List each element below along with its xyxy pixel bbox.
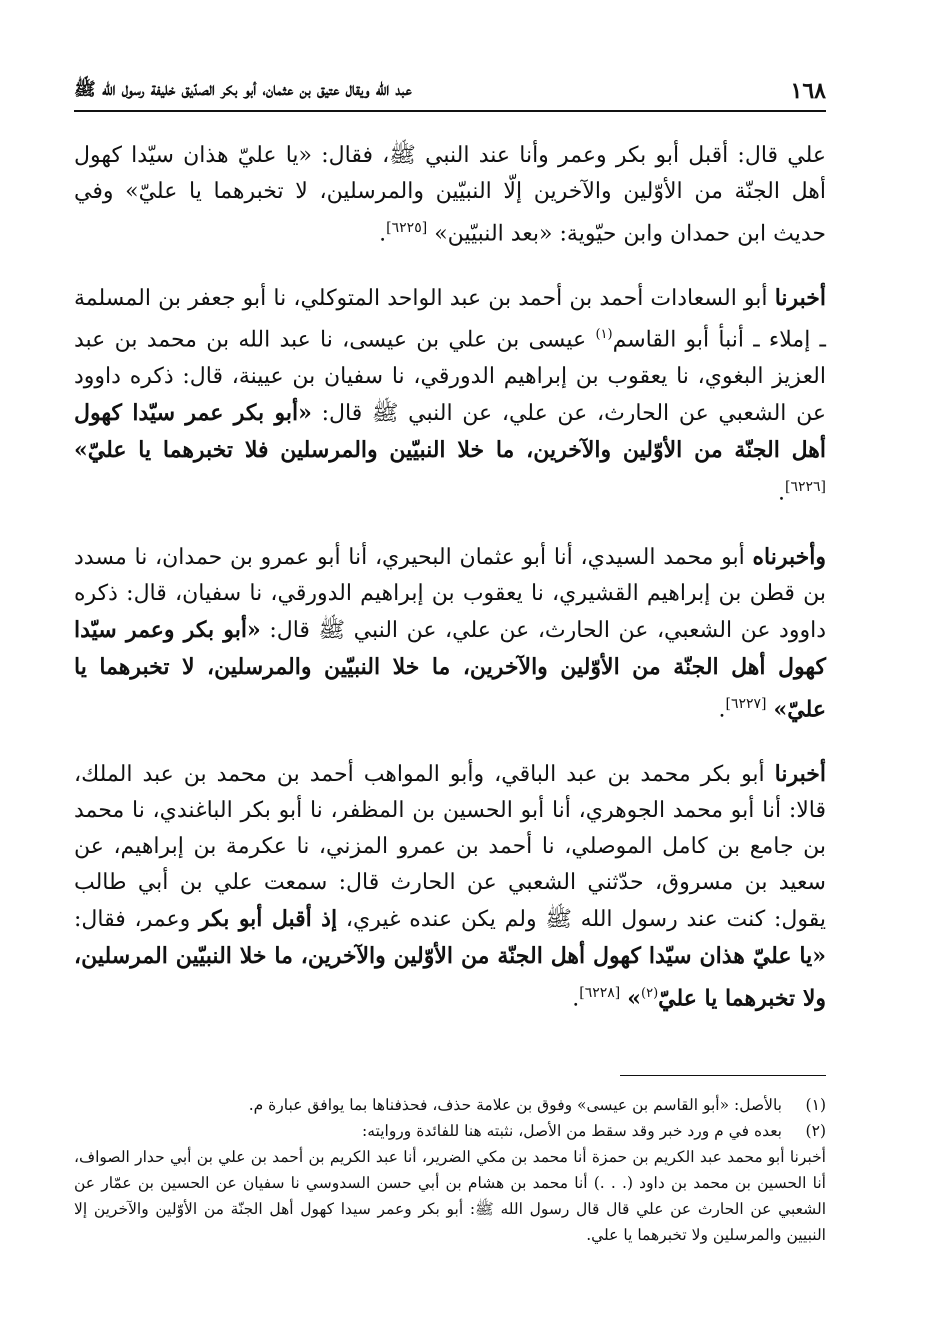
running-title: عبد الله ويقال عتيق بن عثمان، أبو بكر الصدّيق خليفة رسول الله ﷺ	[74, 79, 412, 100]
footnote-rule	[620, 1075, 826, 1076]
page-number: ١٦٨	[790, 78, 826, 104]
hadith-text: «أبو بكر وعمر سيّدا كهول أهل الجنّة من الأوّلين والآخرين، ما خلا النبيّين والمرسلين، لا تخبرهما يا عليّ»	[74, 616, 826, 723]
lead-word: أخبرنا	[774, 285, 827, 312]
paragraph-text: علي قال: أقبل أبو بكر وعمر وأنا عند النبي ﷺ، فقال: «يا عليّ هذان سيّدا كهول أهل الجنّة من الأوّلين والآخرين إلّا النبيّين والمرسلين، لا تخبرهما يا عليّ» وفي حديث ابن حمدان وابن حيّوية: «بعد النبيّين»	[74, 143, 826, 247]
footnote-marker: (٢)	[641, 986, 659, 1002]
bold-phrase: إذ أقبل أبو بكر	[198, 906, 338, 933]
hadith-number: [٦٢٢٥]	[386, 220, 428, 236]
footnote-2-continuation: أخبرنا أبو محمد عبد الكريم بن حمزة أنا محمد بن مكي الضرير، أنا عبد الكريم بن أحمد بن علي بن أبي حدار الصواف، أنا الحسين بن محمد بن داود (. . .) أنا محمد بن هشام بن أبي حسن السدوسي نا سفيان عن الحسين بن عمّار عن الشعبي عن الحارث عن علي قال قال رسول الله ﷺ: أبو بكر وعمر سيدا كهول أهل الجنّة من الأوّلين والآخرين إلا النبيين والمرسلين ولا تخبرهما يا علي.	[74, 1148, 826, 1244]
lead-word: وأخبرناه	[752, 543, 826, 570]
body-text	[74, 138, 826, 1046]
hadith-text: «يا عليّ هذان سيّدا كهول أهل الجنّة من الأوّلين والآخرين، ما خلا النبيّين المرسلين، ولا تخبرهما يا عليّ	[74, 943, 826, 1012]
hadith-close-quote: »	[627, 985, 641, 1012]
footnotes	[74, 1092, 826, 1248]
footnote-number: (١)	[805, 1096, 826, 1114]
isnad-text-continued: وعمر، فقال:	[74, 907, 191, 933]
footnote-text: بالأصل: «أبو القاسم بن عيسى» وفوق بن علامة حذف، فحذفناها بما يوافق عبارة م.	[248, 1096, 782, 1114]
isnad-text-continued: عيسى بن علي بن عيسى، نا عبد الله بن محمد بن عبد العزيز البغوي، نا يعقوب بن إبراهيم الدورقي، نا سفيان بن عيينة، قال: ذكره داوود عن الشعبي عن الحارث، عن علي، عن النبي ﷺ قال:	[74, 327, 826, 426]
footnote-number: (٢)	[805, 1122, 826, 1140]
isnad-text: أبو بكر محمد بن عبد الباقي، وأبو المواهب أحمد بن محمد بن عبد الملك، قالا: أنا أبو محمد الجوهري، أنا أبو الحسين بن المظفر، نا أبو بكر الباغندي، نا محمد بن جامع بن كامل الموصلي، نا أحمد بن عمرو المزني، نا عكرمة بن إبراهيم، عن سعيد بن مسروق، حدّثني الشعبي عن الحارث قال: سمعت علي بن أبي طالب يقول: كنت عند رسول الله ﷺ ولم يكن عنده غيري،	[74, 762, 827, 933]
isnad-text: أبو السعادات أحمد بن أحمد بن عبد الواحد المتوكلي، نا أبو جعفر بن المسلمة ـ إملاء ـ أنبأ أبو القاسم	[74, 286, 827, 353]
footnote-2	[74, 1118, 826, 1144]
header-rule	[74, 110, 826, 112]
footnote-1	[74, 1092, 826, 1118]
hadith-number: [٦٢٢٧]	[725, 695, 767, 712]
hadith-number: [٦٢٢٦]	[784, 478, 826, 495]
footnote-marker: (١)	[595, 327, 613, 343]
paragraph-4: أخبرنا أبو بكر محمد بن عبد الباقي، وأبو المواهب أحمد بن محمد بن عبد الملك، قالا: أنا أبو محمد الجوهري، أنا أبو الحسين بن المظفر، نا أبو بكر الباغندي، نا محمد بن جامع بن كامل الموصلي، نا أحمد بن عمرو المزني، نا عكرمة بن إبراهيم، عن سعيد بن مسروق، حدّثني الشعبي عن الحارث قال: سمعت علي بن أبي طالب يقول: كنت عند رسول الله ﷺ ولم يكن عنده غيري، إذ أقبل أبو بكر وعمر، فقال: «يا عليّ هذان سيّدا كهول أهل الجنّة من الأوّلين والآخرين، ما خلا النبيّين المرسلين، ولا تخبرهما يا عليّ$^{(٢)}$» [٦٢٢٨].	[74, 761, 827, 1012]
page-header	[74, 64, 826, 104]
footnote-text: بعده في م ورد خبر وقد سقط من الأصل، نثبته هنا للفائدة وروايته:	[361, 1122, 782, 1140]
paragraph-2: أخبرنا أبو السعادات أحمد بن أحمد بن عبد الواحد المتوكلي، نا أبو جعفر بن المسلمة ـ إملاء ـ أنبأ أبو القاسم$^{(١)}$ عيسى بن علي بن عيسى، نا عبد الله بن محمد بن عبد العزيز البغوي، نا يعقوب بن إبراهيم الدورقي، نا سفيان بن عيينة، قال: ذكره داوود عن الشعبي عن الحارث، عن علي، عن النبي ﷺ قال: «أبو بكر عمر سيّدا كهول أهل الجنّة من الأوّلين والآخرين، ما خلا النبيّين والمرسلين فلا تخبرهما يا عليّ» [٦٢٢٦].	[74, 285, 827, 505]
isnad-text: أبو محمد السيدي، أنا أبو عثمان البحيري، أنا أبو عمرو بن حمدان، نا مسدد بن قطن بن إبراهيم القشيري، نا يعقوب بن إبراهيم الدورقي، نا سفيان، قال: ذكره داوود عن الشعبي، عن الحارث، عن علي، عن النبي ﷺ قال:	[74, 544, 826, 643]
hadith-text: «أبو بكر عمر سيّدا كهول أهل الجنّة من الأوّلين والآخرين، ما خلا النبيّين والمرسلين فلا تخبرهما يا عليّ»	[74, 399, 826, 463]
paragraph-1: علي قال: أقبل أبو بكر وعمر وأنا عند النبي ﷺ، فقال: «يا عليّ هذان سيّدا كهول أهل الجنّة من الأوّلين والآخرين إلّا النبيّين والمرسلين، لا تخبرهما يا عليّ» وفي حديث ابن حمدان وابن حيّوية: «بعد النبيّين» [٦٢٢٥].	[74, 143, 826, 247]
paragraph-3: وأخبرناه أبو محمد السيدي، أنا أبو عثمان البحيري، أنا أبو عمرو بن حمدان، نا مسدد بن قطن بن إبراهيم القشيري، نا يعقوب بن إبراهيم الدورقي، نا سفيان، قال: ذكره داوود عن الشعبي، عن الحارث، عن علي، عن النبي ﷺ قال: «أبو بكر وعمر سيّدا كهول أهل الجنّة من الأوّلين والآخرين، ما خلا النبيّين والمرسلين، لا تخبرهما يا عليّ» [٦٢٢٧].	[74, 543, 826, 723]
lead-word: أخبرنا	[774, 761, 826, 788]
hadith-number: [٦٢٢٨]	[579, 985, 621, 1002]
